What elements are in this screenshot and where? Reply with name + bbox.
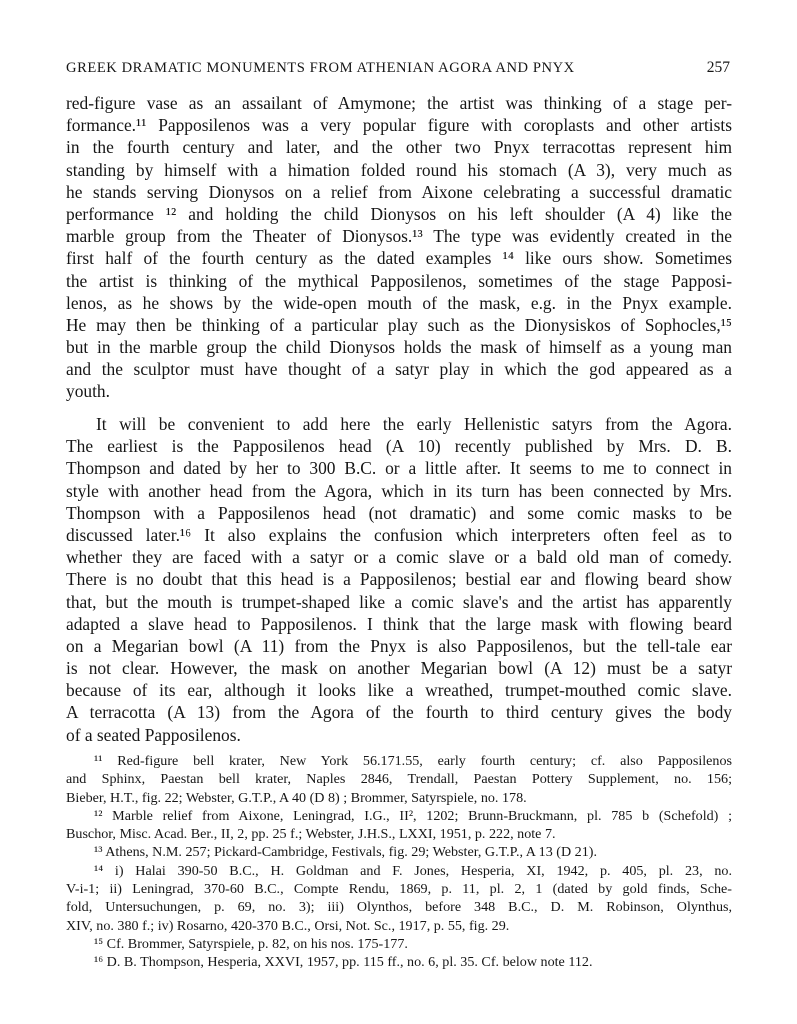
running-head: GREEK DRAMATIC MONUMENTS FROM ATHENIAN AGORA AND PNYX (66, 60, 575, 76)
footnote-line: Buschor, Misc. Acad. Ber., II, 2, pp. 25 f.; Webster, J.H.S., LXXI, 1951, p. 222, note 7. (66, 826, 556, 843)
text-line: performance ¹² and holding the child Dionysos on his left shoulder (A 4) like the (66, 203, 732, 224)
body-paragraph-2 (66, 413, 732, 746)
text-line: He may then be thinking of a particular play such as the Dionysiskos of Sophocles,¹⁵ (66, 314, 732, 335)
text-line: he stands serving Dionysos on a relief from Aixone celebrating a successful dramatic (66, 181, 732, 202)
footnote-line: ¹³ Athens, N.M. 257; Pickard-Cambridge, Festivals, fig. 29; Webster, G.T.P., A 13 (D 21). (94, 844, 597, 861)
footnote-line: ¹⁶ D. B. Thompson, Hesperia, XXVI, 1957, pp. 115 ff., no. 6, pl. 35. Cf. below note 112. (94, 954, 593, 971)
footnote-line: XIV, no. 380 f.; iv) Rosarno, 420-370 B.C., Orsi, Not. Sc., 1917, p. 55, fig. 29. (66, 917, 510, 934)
text-line: of a seated Papposilenos. (66, 724, 241, 745)
text-line: lenos, as he shows by the wide-open mouth of the mask, e.g. in the Pnyx example. (66, 292, 732, 313)
text-line: Thompson and dated by her to 300 B.C. or a little after. It seems to me to connect in (66, 458, 732, 479)
text-line: A terracotta (A 13) from the Agora of the fourth to third century gives the body (66, 702, 732, 723)
text-line: but in the marble group the child Dionysos holds the mask of himself as a young man (66, 337, 732, 358)
footnote-line: and Sphinx, Paestan bell krater, Naples 2846, Trendall, Paestan Pottery Supplement, no. 156; (66, 771, 732, 788)
footnote-line: fold, Untersuchungen, p. 69, no. 3); iii) Olynthos, before 348 B.C., D. M. Robinson, Olynthus, (66, 899, 732, 916)
footnote-line: ¹⁴ i) Halai 390-50 B.C., H. Goldman and F. Jones, Hesperia, XI, 1942, p. 405, pl. 23, no. (94, 862, 732, 879)
footnote-line: ¹⁵ Cf. Brommer, Satyrspiele, p. 82, on his nos. 175-177. (94, 935, 408, 952)
footnote-line: ¹¹ Red-figure bell krater, New York 56.171.55, early fourth century; cf. also Papposilenos (94, 753, 732, 769)
text-line: because of its ear, although it looks like a wreathed, trumpet-mouthed comic slave. (66, 680, 732, 701)
text-line: is not clear. However, the mask on another Megarian bowl (A 12) must be a satyr (66, 658, 732, 679)
text-line: first half of the fourth century as the dated examples ¹⁴ like ours show. Sometimes (66, 248, 732, 269)
text-line: red-figure vase as an assailant of Amymone; the artist was thinking of a stage per- (66, 93, 732, 113)
text-line: the artist is thinking of the mythical Papposilenos, sometimes of the stage Papposi- (66, 270, 732, 291)
text-line: discussed later.¹⁶ It also explains the confusion which interpreters often feel as to (66, 524, 732, 545)
text-line: The earliest is the Papposilenos head (A 10) recently published by Mrs. D. B. (66, 436, 732, 457)
footnotes (66, 752, 732, 972)
text-line: on a Megarian bowl (A 11) from the Pnyx is also Papposilenos, but the tell-tale ear (66, 635, 732, 656)
text-line: standing by himself with a himation folded round his stomach (A 3), very much as (66, 159, 732, 180)
text-line: in the fourth century and later, and the other two Pnyx terracottas represent him (66, 137, 732, 158)
text-line: and the sculptor must have thought of a satyr play in which the god appeared as a (66, 359, 732, 380)
text-line: marble group from the Theater of Dionysos.¹³ The type was evidently created in the (66, 226, 732, 247)
text-line: It will be convenient to add here the early Hellenistic satyrs from the Agora. (96, 414, 732, 434)
text-line: Thompson with a Papposilenos head (not dramatic) and some comic masks to be (66, 502, 732, 523)
footnote-line: Bieber, H.T., fig. 22; Webster, G.T.P., A 40 (D 8) ; Brommer, Satyrspiele, no. 178. (66, 789, 527, 806)
text-line: adapted a slave head to Papposilenos. I think that the large mask with flowing beard (66, 613, 732, 634)
body-paragraph-1 (66, 92, 732, 403)
page-number: 257 (706, 59, 730, 76)
text-line: formance.¹¹ Papposilenos was a very popular figure with coroplasts and other artists (66, 115, 732, 136)
page-header (66, 56, 732, 80)
text-line: whether they are faced with a satyr or a comic slave or a bald old man of comedy. (66, 547, 732, 568)
footnote-line: V-i-1; ii) Leningrad, 370-60 B.C., Compte Rendu, 1869, p. 11, pl. 2, 1 (dated by gold finds, Sche- (66, 881, 732, 898)
text-line: that, but the mouth is trumpet-shaped like a comic slave's and the artist has apparently (66, 591, 732, 612)
footnote-line: ¹² Marble relief from Aixone, Leningrad, I.G., II², 1202; Brunn-Bruckmann, pl. 785 b (Schefold) ; (94, 807, 732, 824)
text-line: youth. (66, 381, 110, 402)
text-line: style with another head from the Agora, which in its turn has been connected by Mrs. (66, 480, 732, 501)
text-line: There is no doubt that this head is a Papposilenos; bestial ear and flowing beard show (66, 569, 732, 590)
